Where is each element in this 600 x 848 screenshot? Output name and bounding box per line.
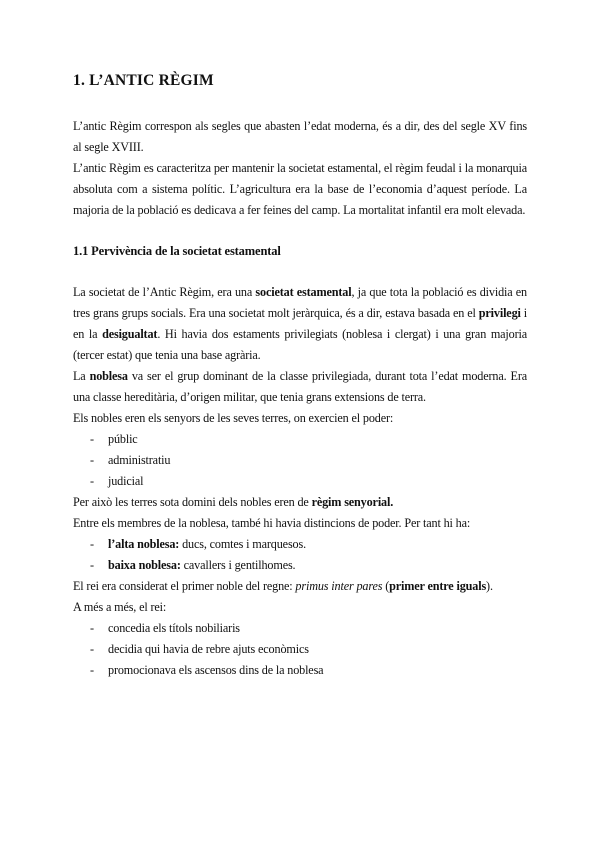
list-item-text: ducs, comtes i marquesos. <box>179 537 306 551</box>
document-body <box>73 70 527 681</box>
list-item <box>73 639 527 660</box>
bold-term: noblesa <box>89 369 128 383</box>
dash-bullet: - <box>90 474 94 488</box>
text-run: La <box>73 369 90 383</box>
list-item-text: concedia els títols nobiliaris <box>108 621 240 635</box>
list-item-text: cavallers i gentilhomes. <box>180 558 296 572</box>
paragraph-societat-estamental <box>73 282 527 366</box>
text-run: , ja que tota la població es dividia en tres grans grups socials. Era una societat molt jeràrquica, és a dir, estava basada en el <box>73 285 527 320</box>
text-run: ( <box>382 579 390 593</box>
paragraph-noblesa <box>73 366 527 408</box>
italic-term: primus inter pares <box>295 579 383 593</box>
dash-bullet: - <box>90 621 94 635</box>
bold-term: règim senyorial. <box>311 495 394 509</box>
paragraph-rei <box>73 576 527 597</box>
text-run: . Hi havia dos estaments privilegiats (noblesa i clergat) i una gran majoria (tercer estat) que tenia una base agrària. <box>73 327 528 362</box>
list-item-text: públic <box>108 432 138 446</box>
list-item <box>73 618 527 639</box>
dash-bullet: - <box>90 558 94 572</box>
list-poders <box>73 429 527 492</box>
paragraph-regim-senyorial <box>73 492 527 513</box>
list-item <box>73 555 527 576</box>
paragraph-distincions: Entre els membres de la noblesa, també hi havia distincions de poder. Per tant hi ha: <box>73 516 471 530</box>
paragraph-senyors: Els nobles eren els senyors de les seves terres, on exercien el poder: <box>73 411 394 425</box>
dash-bullet: - <box>90 642 94 656</box>
text-run: va ser el grup dominant de la classe privilegiada, durant tota l’edat moderna. Era una classe hereditària, d’origen militar, que tenia grans extensions de terra. <box>73 369 527 404</box>
list-noblesa <box>73 534 527 576</box>
bold-term: desigualtat <box>102 327 158 341</box>
list-item <box>73 660 527 681</box>
intro-paragraph-2: L’antic Règim es caracteritza per mantenir la societat estamental, el règim feudal i la monarquia absoluta com a sistema polític. L’agricultura era la base de l’economia d’aquest període. La majoria de la població es dedicava a fer feines del camp. La mortalitat infantil era molt elevada. <box>73 161 527 217</box>
dash-bullet: - <box>90 453 94 467</box>
list-item <box>73 429 527 450</box>
text-run: La societat de l’Antic Règim, era una <box>73 285 256 299</box>
chapter-title: 1. L’ANTIC RÈGIM <box>73 72 214 89</box>
list-item-text: administratiu <box>108 453 171 467</box>
list-item-text: decidia qui havia de rebre ajuts econòmics <box>108 642 309 656</box>
dash-bullet: - <box>90 537 94 551</box>
bold-term: primer entre iguals <box>389 579 487 593</box>
list-item-text: judicial <box>108 474 144 488</box>
paragraph-a-mes: A més a més, el rei: <box>73 600 167 614</box>
bold-term: privilegi <box>478 306 521 320</box>
text-run: i en la <box>73 306 527 341</box>
bold-term: baixa noblesa: <box>108 558 181 572</box>
list-item <box>73 450 527 471</box>
dash-bullet: - <box>90 432 94 446</box>
list-item <box>73 471 527 492</box>
list-item <box>73 534 527 555</box>
dash-bullet: - <box>90 663 94 677</box>
list-rei <box>73 618 527 681</box>
list-item-text: promocionava els ascensos dins de la noblesa <box>108 663 324 677</box>
text-run: El rei era considerat el primer noble del regne: <box>73 579 296 593</box>
bold-term: societat estamental <box>255 285 352 299</box>
text-run: Per això les terres sota domini dels nobles eren de <box>73 495 312 509</box>
text-run: ). <box>486 579 493 593</box>
intro-paragraph-1: L’antic Règim correspon als segles que abasten l’edat moderna, és a dir, des del segle XV fins al segle XVIII. <box>73 119 527 154</box>
section-heading: 1.1 Pervivència de la societat estamental <box>73 244 281 258</box>
bold-term: l’alta noblesa: <box>108 537 180 551</box>
